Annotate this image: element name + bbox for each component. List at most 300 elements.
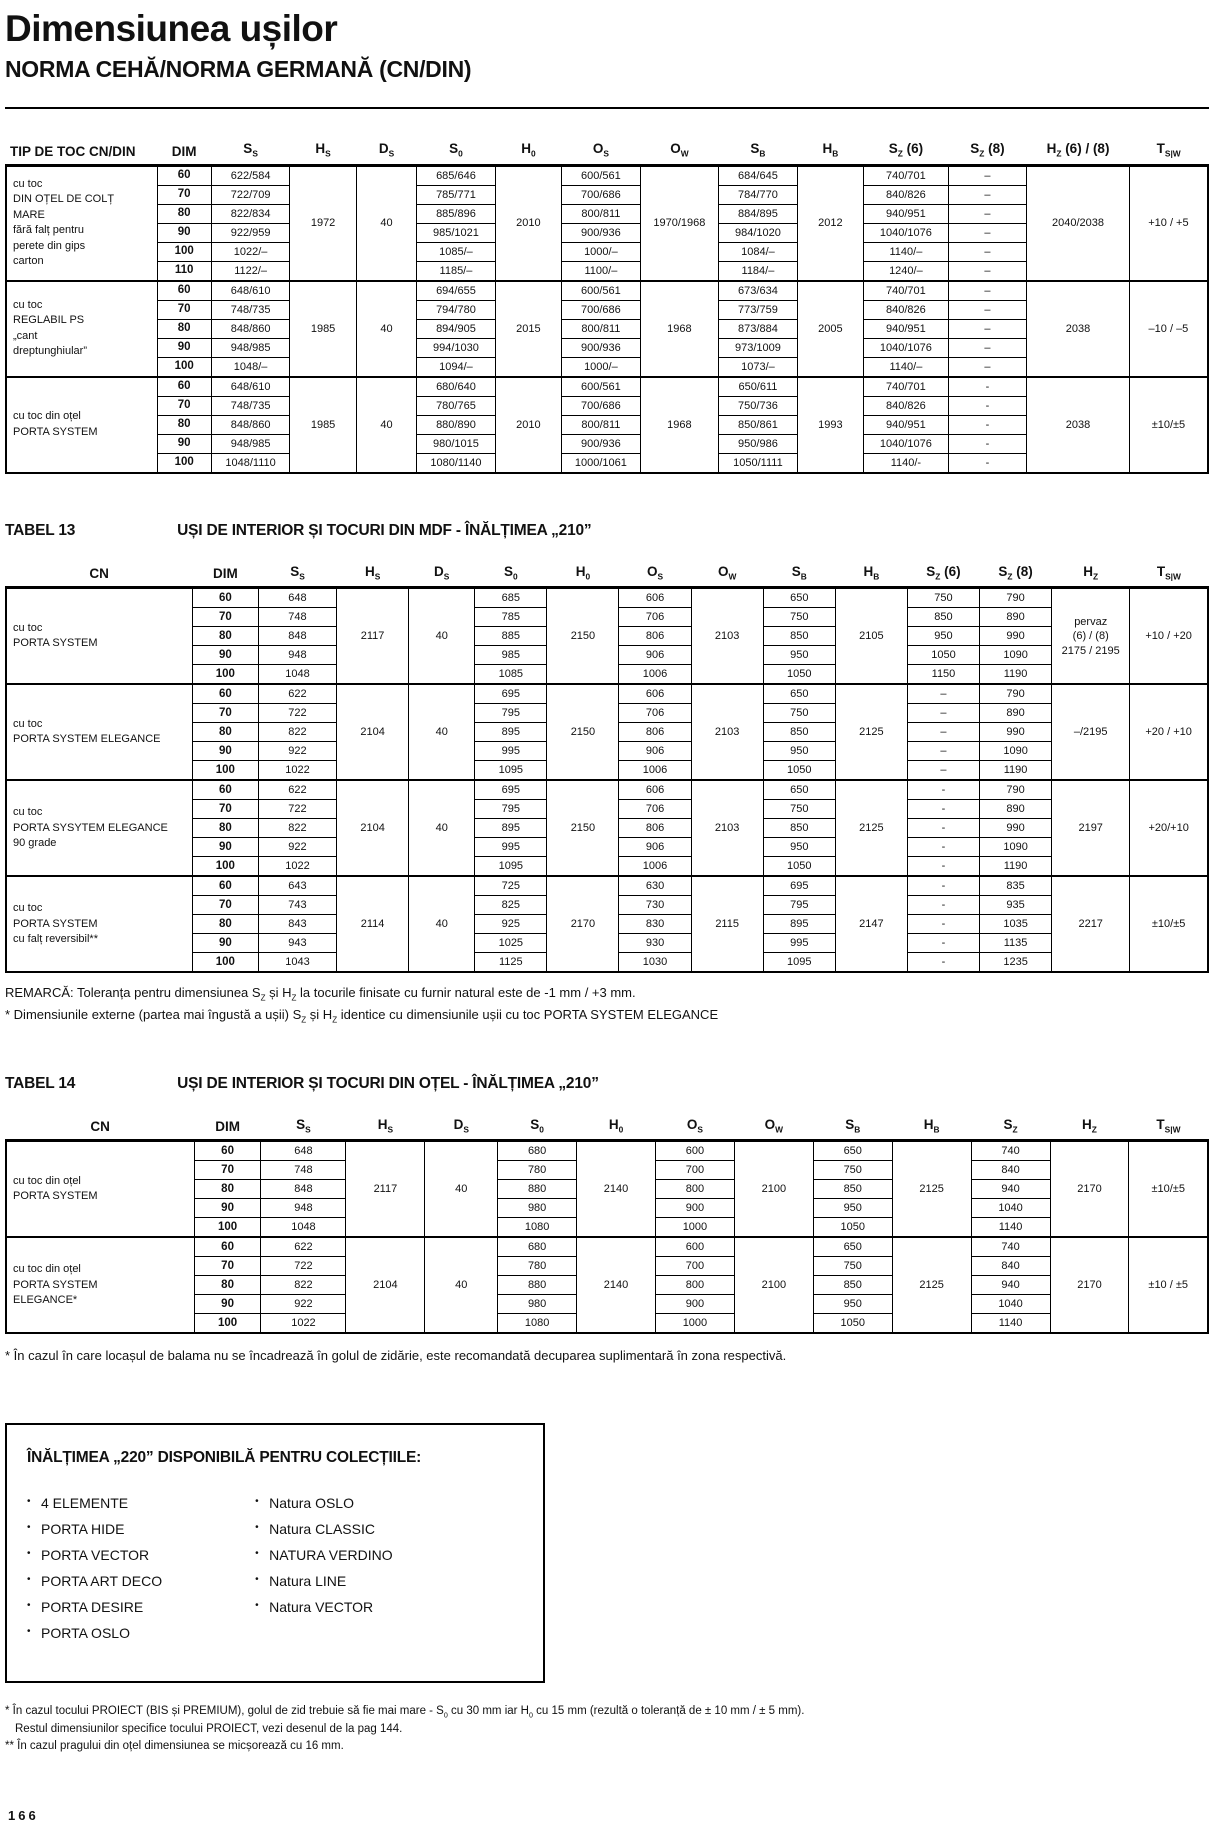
cell-ss: 748/735 — [211, 300, 290, 319]
collection-item: • PORTA HIDE — [41, 1521, 255, 1537]
cell-so: 795 — [475, 704, 547, 723]
cell-ds: 40 — [356, 377, 416, 473]
cell-dim: 100 — [157, 357, 211, 377]
cell-dim: 60 — [192, 876, 258, 896]
cell-ho: 2150 — [547, 684, 619, 780]
cell-sb: 684/645 — [719, 165, 798, 185]
cell-sz8: 1190 — [980, 761, 1052, 781]
cell-dim: 100 — [192, 857, 258, 877]
cell-so: 1085/– — [417, 242, 496, 261]
collection-item: • Natura CLASSIC — [269, 1521, 392, 1537]
cell-so: 880 — [498, 1180, 577, 1199]
cell-os: 700 — [655, 1161, 734, 1180]
cell-ds: 40 — [409, 684, 475, 780]
cell-dim: 80 — [157, 319, 211, 338]
cell-sz: 940 — [971, 1276, 1050, 1295]
cell-dim: 90 — [194, 1199, 261, 1218]
cell-sb: 984/1020 — [719, 223, 798, 242]
cell-ss: 1048 — [258, 665, 336, 685]
cell-sz6: - — [907, 934, 979, 953]
cell-so: 994/1030 — [417, 338, 496, 357]
cell-os: 700 — [655, 1257, 734, 1276]
cell-sz6: - — [907, 857, 979, 877]
cell-sb: 750 — [763, 608, 835, 627]
cell-ss: 843 — [258, 915, 336, 934]
col-header-ds: $D_S$ — [425, 1111, 498, 1141]
cell-dim: 90 — [157, 338, 211, 357]
cell-ss: 648/610 — [211, 377, 290, 397]
cell-os: 600/561 — [562, 377, 641, 397]
cell-ss: 922/959 — [211, 223, 290, 242]
col-header-label: CN — [6, 1111, 194, 1141]
cell-os: 606 — [619, 780, 691, 800]
cell-dim: 100 — [194, 1314, 261, 1334]
collection-item: • Natura VECTOR — [269, 1599, 392, 1615]
cell-ss: 748 — [258, 608, 336, 627]
cell-ss: 922 — [258, 838, 336, 857]
cell-ow: 2100 — [734, 1141, 813, 1238]
cell-sb: 650 — [763, 588, 835, 608]
cell-t: ±10/±5 — [1130, 876, 1208, 972]
cell-ss: 643 — [258, 876, 336, 896]
header-divider — [5, 107, 1209, 109]
cell-ss: 748 — [261, 1161, 346, 1180]
cell-sz6: 750 — [907, 588, 979, 608]
cell-dim: 70 — [192, 800, 258, 819]
cell-sz: 1140 — [971, 1314, 1050, 1334]
cell-os: 706 — [619, 800, 691, 819]
cell-so: 694/655 — [417, 281, 496, 301]
cell-dim: 90 — [157, 434, 211, 453]
cell-dim: 60 — [192, 684, 258, 704]
cell-sz8: 890 — [980, 800, 1052, 819]
col-header-hz: $H_Z$ — [1050, 1111, 1129, 1141]
table-14-note: * În cazul în care locașul de balama nu se încadrează în golul de zidărie, este recomandată decuparea suplimentară în zona respectivă. — [5, 1348, 787, 1364]
page-subtitle: NORMA CEHĂ/NORMA GERMANĂ (CN/DIN) — [5, 56, 472, 82]
cell-sz: 940 — [971, 1180, 1050, 1199]
cell-sz8: - — [948, 377, 1027, 397]
cell-so: 685 — [475, 588, 547, 608]
col-header-hs: $H_S$ — [337, 558, 409, 588]
cell-sz6: 840/826 — [864, 300, 949, 319]
cell-ss: 722/709 — [211, 185, 290, 204]
col-header-so: $S_0$ — [417, 135, 496, 165]
cell-ds: 40 — [356, 281, 416, 377]
cell-dim: 60 — [192, 780, 258, 800]
group-label: cu toc PORTA SYSTEM — [6, 588, 192, 685]
cell-sz6: – — [907, 742, 979, 761]
collection-item: • PORTA VECTOR — [41, 1547, 255, 1563]
cell-dim: 110 — [157, 261, 211, 281]
cell-sz8: – — [948, 261, 1027, 281]
cell-hb: 1993 — [797, 377, 863, 473]
cell-t: +20 / +10 — [1130, 684, 1208, 780]
cell-t: +10 / +5 — [1129, 165, 1208, 281]
cell-so: 895 — [475, 723, 547, 742]
cell-ds: 40 — [409, 876, 475, 972]
cell-dim: 80 — [192, 915, 258, 934]
group-label: cu toc din oțel PORTA SYSTEM — [6, 1141, 194, 1238]
cell-os: 1006 — [619, 857, 691, 877]
cell-os: 800 — [655, 1180, 734, 1199]
cell-sb: 773/759 — [719, 300, 798, 319]
cell-ow: 1968 — [640, 281, 719, 377]
cell-sz8: – — [948, 223, 1027, 242]
cell-so: 794/780 — [417, 300, 496, 319]
cell-os: 606 — [619, 588, 691, 608]
cell-so: 1125 — [475, 953, 547, 973]
cell-os: 906 — [619, 646, 691, 665]
cell-sz: 1040 — [971, 1295, 1050, 1314]
cell-ss: 648 — [261, 1141, 346, 1161]
cell-ss: 948/985 — [211, 434, 290, 453]
cell-os: 806 — [619, 627, 691, 646]
cell-so: 880/890 — [417, 415, 496, 434]
cell-ss: 822 — [258, 819, 336, 838]
cell-sz8: – — [948, 281, 1027, 301]
tabel-13-caption — [5, 522, 1209, 540]
cell-ss: 822 — [261, 1276, 346, 1295]
cell-sb: 1050 — [813, 1218, 892, 1238]
cell-sb: 950 — [813, 1295, 892, 1314]
group-label: cu toc PORTA SYSTEM cu falț reversibil** — [6, 876, 192, 972]
cell-ss: 922 — [258, 742, 336, 761]
cell-dim: 90 — [192, 934, 258, 953]
cell-dim: 90 — [192, 838, 258, 857]
cell-os: 630 — [619, 876, 691, 896]
cell-sb: 850 — [763, 723, 835, 742]
cell-ds: 40 — [409, 588, 475, 685]
cell-os: 600 — [655, 1141, 734, 1161]
cell-ss: 848/860 — [211, 319, 290, 338]
cell-os: 1000 — [655, 1218, 734, 1238]
cell-sb: 950 — [813, 1199, 892, 1218]
collection-item: • 4 ELEMENTE — [41, 1495, 255, 1511]
cell-sz6: 1140/– — [864, 357, 949, 377]
col-header-os: $O_S$ — [655, 1111, 734, 1141]
cell-os: 700/686 — [562, 185, 641, 204]
cell-sb: 650 — [813, 1237, 892, 1257]
cell-ss: 943 — [258, 934, 336, 953]
cell-os: 706 — [619, 608, 691, 627]
cell-hb: 2125 — [835, 780, 907, 876]
cell-hs: 2114 — [337, 876, 409, 972]
cell-sb: 1050/1111 — [719, 453, 798, 473]
col-header-os: $O_S$ — [619, 558, 691, 588]
cell-sb: 673/634 — [719, 281, 798, 301]
cell-ss: 1048 — [261, 1218, 346, 1238]
cell-sz8: 790 — [980, 684, 1052, 704]
tabel-14-label: TABEL 14 — [5, 1074, 76, 1092]
cell-dim: 70 — [192, 896, 258, 915]
footnote-3: ** În cazul pragului din oțel dimensiunea se micșorează cu 16 mm. — [5, 1739, 344, 1752]
cell-sb: 850/861 — [719, 415, 798, 434]
cell-dim: 60 — [194, 1237, 261, 1257]
cell-sz8: - — [948, 415, 1027, 434]
cell-sb: 950 — [763, 838, 835, 857]
cell-sz8: 1190 — [980, 857, 1052, 877]
cell-sb: 795 — [763, 896, 835, 915]
cell-dim: 70 — [157, 185, 211, 204]
cell-so: 1025 — [475, 934, 547, 953]
cell-hs: 1972 — [290, 165, 356, 281]
cell-sb: 784/770 — [719, 185, 798, 204]
cell-sb: 884/895 — [719, 204, 798, 223]
cell-t: –10 / –5 — [1129, 281, 1208, 377]
cell-os: 600 — [655, 1237, 734, 1257]
collections-columns — [27, 1495, 523, 1651]
cell-sb: 695 — [763, 876, 835, 896]
cell-sz6: 840/826 — [864, 396, 949, 415]
cell-ss: 622 — [261, 1237, 346, 1257]
cell-dim: 60 — [194, 1141, 261, 1161]
cell-hs: 1985 — [290, 377, 356, 473]
cell-so: 695 — [475, 780, 547, 800]
group-label: cu toc din oțel PORTA SYSTEM — [6, 377, 157, 473]
cell-ho: 2015 — [495, 281, 561, 377]
cell-ss: 722 — [258, 704, 336, 723]
collection-item: • NATURA VERDINO — [269, 1547, 392, 1563]
table-13-remarks — [5, 983, 1209, 1026]
cell-ow: 2103 — [691, 780, 763, 876]
cell-ho: 2140 — [577, 1141, 656, 1238]
cell-hb: 2005 — [797, 281, 863, 377]
cell-sz6: 740/701 — [864, 377, 949, 397]
cell-so: 995 — [475, 742, 547, 761]
col-header-hs: $H_S$ — [290, 135, 356, 165]
cell-os: 706 — [619, 704, 691, 723]
cell-sz6: 840/826 — [864, 185, 949, 204]
cell-hz: –/2195 — [1052, 684, 1130, 780]
cell-sz6: 1040/1076 — [864, 434, 949, 453]
cell-ow: 1970/1968 — [640, 165, 719, 281]
cell-os: 830 — [619, 915, 691, 934]
cell-ss: 1022/– — [211, 242, 290, 261]
col-header-hs: $H_S$ — [346, 1111, 425, 1141]
cell-hz: pervaz (6) / (8) 2175 / 2195 — [1052, 588, 1130, 685]
cell-sz6: 1140/- — [864, 453, 949, 473]
cell-so: 980 — [498, 1295, 577, 1314]
col-header-dim: DIM — [192, 558, 258, 588]
cell-sz8: – — [948, 204, 1027, 223]
cell-hs: 2117 — [346, 1141, 425, 1238]
cell-so: 1095 — [475, 761, 547, 781]
cell-sz8: 790 — [980, 588, 1052, 608]
cell-so: 685/646 — [417, 165, 496, 185]
collection-item: • Natura LINE — [269, 1573, 392, 1589]
collections-list-left — [27, 1495, 255, 1651]
cell-hb: 2147 — [835, 876, 907, 972]
col-header-hb: $H_B$ — [797, 135, 863, 165]
cell-os: 600/561 — [562, 281, 641, 301]
cell-sz6: - — [907, 953, 979, 973]
col-header-ds: $D_S$ — [409, 558, 475, 588]
col-header-sz: $S_Z$ — [971, 1111, 1050, 1141]
col-header-t: $T_{S|W}$ — [1130, 558, 1208, 588]
col-header-so: $S_0$ — [498, 1111, 577, 1141]
col-header-sb: $S_B$ — [813, 1111, 892, 1141]
cell-sz8: 1090 — [980, 646, 1052, 665]
cell-ho: 2010 — [495, 377, 561, 473]
col-header-t: $T_{S|W}$ — [1129, 1111, 1208, 1141]
cell-sz6: 1050 — [907, 646, 979, 665]
cell-hz: 2170 — [1050, 1237, 1129, 1333]
cell-os: 806 — [619, 723, 691, 742]
cell-hb: 2105 — [835, 588, 907, 685]
tabel-14-caption — [5, 1075, 1209, 1093]
cell-hb: 2125 — [892, 1141, 971, 1238]
cell-hs: 2117 — [337, 588, 409, 685]
cell-sb: 1084/– — [719, 242, 798, 261]
cell-sz8: 790 — [980, 780, 1052, 800]
cell-hz: 2170 — [1050, 1141, 1129, 1238]
cell-so: 1080/1140 — [417, 453, 496, 473]
col-header-ho: $H_0$ — [577, 1111, 656, 1141]
col-header-ss: $S_S$ — [261, 1111, 346, 1141]
cell-sb: 750 — [763, 704, 835, 723]
cell-so: 785 — [475, 608, 547, 627]
col-header-ho: $H_0$ — [495, 135, 561, 165]
cell-dim: 90 — [194, 1295, 261, 1314]
cell-sz6: 850 — [907, 608, 979, 627]
cell-os: 906 — [619, 742, 691, 761]
cell-ow: 2115 — [691, 876, 763, 972]
cell-sz8: 935 — [980, 896, 1052, 915]
cell-sb: 950 — [763, 742, 835, 761]
cell-sb: 650/611 — [719, 377, 798, 397]
cell-dim: 90 — [192, 742, 258, 761]
cell-so: 980/1015 — [417, 434, 496, 453]
cell-t: +20/+10 — [1130, 780, 1208, 876]
cell-sz: 740 — [971, 1237, 1050, 1257]
col-header-sb: $S_B$ — [763, 558, 835, 588]
cell-hs: 1985 — [290, 281, 356, 377]
collection-item: • Natura OSLO — [269, 1495, 392, 1511]
col-header-ow: $O_W$ — [640, 135, 719, 165]
cell-so: 1080 — [498, 1314, 577, 1334]
cell-sb: 850 — [813, 1180, 892, 1199]
cell-ho: 2140 — [577, 1237, 656, 1333]
cell-t: ±10/±5 — [1129, 377, 1208, 473]
cell-sz6: - — [907, 876, 979, 896]
cell-t: ±10 / ±5 — [1129, 1237, 1208, 1333]
cell-hz: 2197 — [1052, 780, 1130, 876]
cell-ss: 948/985 — [211, 338, 290, 357]
col-header-dim: DIM — [194, 1111, 261, 1141]
cell-os: 900 — [655, 1295, 734, 1314]
cell-sz8: 990 — [980, 819, 1052, 838]
group-label: cu toc din oțel PORTA SYSTEM ELEGANCE* — [6, 1237, 194, 1333]
cell-so: 1085 — [475, 665, 547, 685]
col-header-hz: $H_Z$ — [1052, 558, 1130, 588]
cell-ss: 722 — [261, 1257, 346, 1276]
cell-sz6: 940/951 — [864, 204, 949, 223]
cell-so: 780 — [498, 1257, 577, 1276]
cell-sz6: 740/701 — [864, 281, 949, 301]
cell-dim: 60 — [157, 377, 211, 397]
col-header-hz: $H_Z$ (6) / (8) — [1027, 135, 1130, 165]
cell-sz8: 1190 — [980, 665, 1052, 685]
cell-dim: 90 — [157, 223, 211, 242]
cell-ss: 1122/– — [211, 261, 290, 281]
cell-sz8: 990 — [980, 627, 1052, 646]
col-header-os: $O_S$ — [562, 135, 641, 165]
collection-item: • PORTA DESIRE — [41, 1599, 255, 1615]
cell-dim: 100 — [192, 665, 258, 685]
cell-ss: 748/735 — [211, 396, 290, 415]
cell-so: 985/1021 — [417, 223, 496, 242]
cell-os: 1000/– — [562, 242, 641, 261]
cell-hz: 2217 — [1052, 876, 1130, 972]
cell-os: 800/811 — [562, 319, 641, 338]
cell-ss: 1048/1110 — [211, 453, 290, 473]
group-label: cu toc PORTA SYSYTEM ELEGANCE 90 grade — [6, 780, 192, 876]
col-header-so: $S_0$ — [475, 558, 547, 588]
col-header-sz6: $S_Z$ (6) — [907, 558, 979, 588]
collection-item: • PORTA OSLO — [41, 1625, 255, 1641]
cell-ss: 1043 — [258, 953, 336, 973]
remark-line-1: REMARCĂ: Toleranța pentru dimensiunea $S_Z$ și $H_Z$ la tocurile finisate cu furnir natural este de -1 mm / +3 mm. — [5, 985, 636, 1003]
cell-sb: 950/986 — [719, 434, 798, 453]
cell-os: 800 — [655, 1276, 734, 1295]
cell-os: 700/686 — [562, 300, 641, 319]
cell-os: 1000 — [655, 1314, 734, 1334]
cell-sz6: 740/701 — [864, 165, 949, 185]
cell-sb: 850 — [763, 819, 835, 838]
cell-sz6: 1140/– — [864, 242, 949, 261]
cell-ss: 1022 — [261, 1314, 346, 1334]
col-header-ow: $O_W$ — [734, 1111, 813, 1141]
cell-ds: 40 — [356, 165, 416, 281]
cell-ss: 948 — [261, 1199, 346, 1218]
cell-os: 606 — [619, 684, 691, 704]
col-header-sz8: $S_Z$ (8) — [948, 135, 1027, 165]
cell-dim: 70 — [194, 1161, 261, 1180]
cell-sz8: – — [948, 357, 1027, 377]
cell-os: 1006 — [619, 761, 691, 781]
cell-hb: 2125 — [835, 684, 907, 780]
cell-so: 695 — [475, 684, 547, 704]
cell-so: 995 — [475, 838, 547, 857]
cell-so: 1080 — [498, 1218, 577, 1238]
cell-os: 906 — [619, 838, 691, 857]
cell-so: 1185/– — [417, 261, 496, 281]
cell-dim: 70 — [194, 1257, 261, 1276]
table-otel — [5, 1111, 1209, 1335]
cell-sz6: 1240/– — [864, 261, 949, 281]
cell-dim: 70 — [157, 396, 211, 415]
cell-sz6: - — [907, 915, 979, 934]
tabel-14-title: UȘI DE INTERIOR ȘI TOCURI DIN OȚEL - ÎNĂLȚIMEA „210” — [177, 1074, 599, 1092]
collection-item: • PORTA ART DECO — [41, 1573, 255, 1589]
cell-sb: 650 — [763, 684, 835, 704]
cell-dim: 80 — [194, 1276, 261, 1295]
cell-hs: 2104 — [337, 780, 409, 876]
cell-hb: 2012 — [797, 165, 863, 281]
cell-sb: 873/884 — [719, 319, 798, 338]
cell-so: 1095 — [475, 857, 547, 877]
cell-ss: 1048/– — [211, 357, 290, 377]
cell-sz8: 1035 — [980, 915, 1052, 934]
col-header-ss: $S_S$ — [258, 558, 336, 588]
cell-sz8: - — [948, 453, 1027, 473]
cell-ho: 2010 — [495, 165, 561, 281]
col-header-ds: $D_S$ — [356, 135, 416, 165]
cell-dim: 70 — [192, 704, 258, 723]
cell-so: 680/640 — [417, 377, 496, 397]
cell-ow: 1968 — [640, 377, 719, 473]
col-header-label: CN — [6, 558, 192, 588]
